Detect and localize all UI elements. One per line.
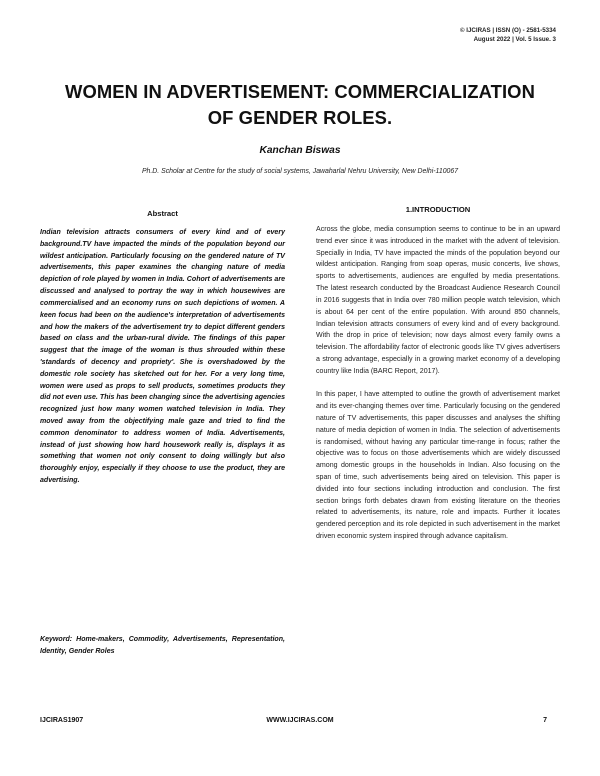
paper-title [40, 79, 560, 131]
footer-paper-id: IJCIRAS1907 [40, 717, 84, 724]
author-name: Kanchan Biswas [259, 145, 341, 156]
journal-issn: © IJCIRAS | ISSN (O) - 2581-5334 [459, 27, 556, 34]
journal-issue: August 2022 | Vol. 5 Issue. 3 [473, 36, 556, 43]
introduction-heading: 1.INTRODUCTION [405, 205, 471, 214]
introduction-paragraph-1: Across the globe, media consumption seems to continue to be in an upward trend ever since it was introduced in the market with the advent of television. Specially in India, TV have impacted the minds of the population beyond our wildest anticipation. Ranging from soap operas, music concerts, live shows, sports to advertisements, audiences are engulfed by media presentations. The latest research conducted by the Broadcast Audience Research Council in 2016 suggests that in India over 780 million people watch television, which is about 64 per cent of the entire population. With around 850 channels, Indian television attracts consumers of every kind and of every background. With the drop in price of television; now days almost every family owns a television. The affordability factor of electronic goods like TV gives advertisers a strong advantage, especially in a growing market economy of a developing country like India (BARC Report, 2017). [316, 226, 560, 375]
paper-title-line-1: WOMEN IN ADVERTISEMENT: COMMERCIALIZATION [65, 81, 535, 102]
paper-title-line-2: OF GENDER ROLES. [207, 107, 393, 128]
footer-website-link[interactable]: WWW.IJCIRAS.COM [266, 717, 334, 724]
keywords: Keyword: Home-makers, Commodity, Advertisements, Representation, Identity, Gender Roles [40, 636, 285, 655]
abstract-body: Indian television attracts consumers of every kind and of every background.TV have impacted the minds of the population beyond our wildest anticipation. Particularly focusing on the gendered nature of TV advertisements, this paper examines the changing nature of media depiction of role played by women in India. Cohort of advertisements are discussed and analysed to portray the way in which housewives are commercialised and an economy runs on such depictions of women. A keen focus had been on the audience's interpretation of advertisements and how the makers of the advertisement try to depict different genders based on class and the urban-rural divide. The findings of this paper suggest that the image of the woman is thus shrouded within these 'standards of decency and propriety'. She is overshadowed by the domestic role society has sketched out for her. For a very long time, women were used as props to sell products, sometimes products they did not even use. This has been changing since the advertising agencies recognized just how many women watched television in India. They moved away from the objectifying male gaze and tried to find the common denominator to address women of India. Advertisements, instead of just showing how hard housework really is, displays it as something that women not only consent to doing willingly but also thoroughly enjoy, especially if they choose to use the product, they are advertising. [40, 229, 285, 485]
page-number: 7 [543, 717, 547, 724]
introduction-paragraph-2: In this paper, I have attempted to outline the growth of advertisement market and its ever-changing themes over time. Particularly focusing on the gendered nature of TV advertisements, this paper discusses and analyses the shifting nature of media depiction of women in India. The selection of advertisements is randomised, without having any particular time-range in focus; rather the objective was to focus on those advertisements which are widely discussed among domestic groups in the households in Indian. Also focusing on the span of time, such advertisements being aired on television. This paper is divided into four sections including introduction and conclusion. The first section brings forth debates drawn from existing literature on the theories related to advertisements, its nature, role and impacts. Further it locates gendered perception and its role depicted in such advertisement in the market driven economic system inspired through advance capitalism. [316, 391, 560, 541]
abstract-heading: Abstract [147, 209, 178, 218]
introduction-body [316, 224, 560, 543]
journal-meta [460, 26, 556, 44]
author-affiliation: Ph.D. Scholar at Centre for the study of social systems, Jawaharlal Nehru University, New Delhi-110067 [141, 168, 459, 175]
